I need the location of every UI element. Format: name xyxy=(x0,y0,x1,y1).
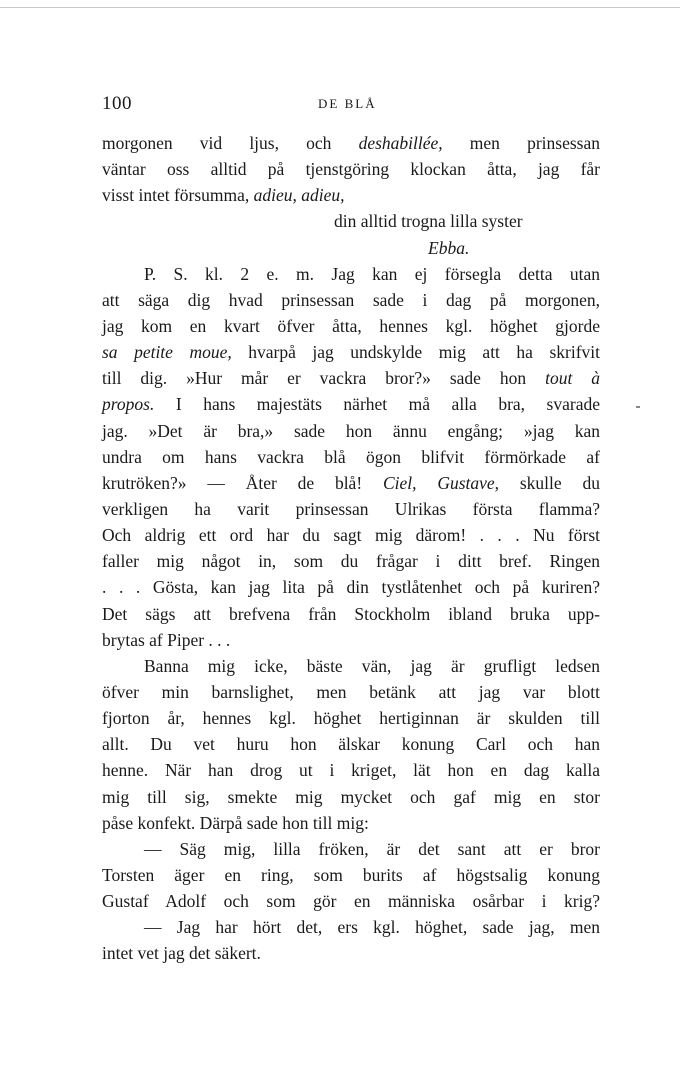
text-line xyxy=(102,653,600,679)
text-run: Banna mig icke, bäste vän, jag är grufligt ledsen xyxy=(144,655,600,676)
text-run: visst intet försumma, xyxy=(102,185,254,206)
text-line xyxy=(102,679,600,705)
text-line xyxy=(102,287,600,313)
text-line xyxy=(102,391,600,417)
running-head: DE BLÅ xyxy=(318,96,377,111)
text-run: jag kom en kvart öfver åtta, hennes kgl. höghet gjorde xyxy=(102,315,600,336)
page-number: 100 xyxy=(102,93,132,114)
text-run: morgonen vid ljus, och xyxy=(102,133,359,153)
text-run: att säga dig hvad prinsessan sade i dag på morgonen, xyxy=(102,289,600,310)
text-line xyxy=(102,365,600,391)
body-text xyxy=(102,130,600,967)
text-line xyxy=(102,522,600,548)
text-run: väntar oss alltid på tjenstgöring klockan åtta, jag får xyxy=(102,159,600,180)
text-line xyxy=(102,156,600,182)
text-line xyxy=(102,182,600,208)
text-run: Det sägs att brefvena från Stockholm ibland bruka upp- xyxy=(102,603,600,624)
text-run: till dig. »Hur mår er vackra bror?» sade hon xyxy=(102,368,546,389)
text-run: hvarpå jag undskylde mig att ha skrifvit xyxy=(231,342,600,363)
text-run: påse konfekt. Därpå sade hon till mig: xyxy=(102,812,369,833)
text-run: jag. »Det är bra,» sade hon ännu engång; »jag kan xyxy=(102,420,600,441)
text-run: Gustaf Adolf och som gör en människa osårbar i krig? xyxy=(102,891,600,912)
text-line xyxy=(102,836,600,862)
text-line xyxy=(102,757,600,783)
text-line xyxy=(102,810,600,836)
text-run: krutröken?» — Åter de blå! xyxy=(102,472,383,493)
margin-mark xyxy=(636,406,640,408)
text-run: allt. Du vet huru hon älskar konung Carl och han xyxy=(102,734,600,755)
text-line xyxy=(102,548,600,574)
text-run: men prinsessan xyxy=(442,133,600,153)
text-run: mig till sig, smekte mig mycket och gaf mig en stor xyxy=(102,786,600,807)
text-line xyxy=(102,731,600,757)
text-line xyxy=(102,496,600,522)
text-line xyxy=(102,261,600,287)
text-line xyxy=(102,601,600,627)
text-run: fjorton år, hennes kgl. höghet hertiginnan är skulden till xyxy=(102,708,600,729)
text-line xyxy=(102,627,600,653)
italic-run: propos. xyxy=(102,394,155,415)
text-line xyxy=(102,574,600,600)
text-run: faller mig något in, som du frågar i ditt bref. Ringen xyxy=(102,551,600,572)
text-run: verkligen ha varit prinsessan Ulrikas första flamma? xyxy=(102,498,600,519)
text-run: Och aldrig ett ord har du sagt mig därom! . . . Nu först xyxy=(102,525,600,546)
text-run: intet vet jag det säkert. xyxy=(102,943,261,964)
text-run: henne. När han drog ut i kriget, lät hon en dag kalla xyxy=(102,760,600,781)
top-rule xyxy=(0,7,680,8)
text-run: skulle du xyxy=(499,472,600,493)
text-line xyxy=(102,444,600,470)
text-line xyxy=(102,862,600,888)
text-run: . . . Gösta, kan jag lita på din tystlåtenhet och på kuriren? xyxy=(102,577,600,598)
text-run: Torsten äger en ring, som burits af högstsalig konung xyxy=(102,864,600,885)
text-run: I hans majestäts närhet må alla bra, svarade xyxy=(154,394,600,415)
text-line xyxy=(102,914,600,940)
text-line xyxy=(102,888,600,914)
text-run: brytas af Piper . . . xyxy=(102,629,231,650)
text-line xyxy=(102,784,600,810)
text-line xyxy=(102,130,600,156)
text-run: — Säg mig, lilla fröken, är det sant att er bror xyxy=(144,838,600,859)
text-line xyxy=(102,313,600,339)
text-line xyxy=(102,418,600,444)
text-line xyxy=(102,208,600,234)
text-run: — Jag har hört det, ers kgl. höghet, sade jag, men xyxy=(144,917,600,938)
italic-run: tout à xyxy=(545,368,600,389)
italic-run: deshabillée, xyxy=(358,133,443,153)
text-run: öfver min barnslighet, men betänk att jag var blott xyxy=(102,681,600,702)
text-line xyxy=(102,470,600,496)
italic-run: sa petite moue, xyxy=(102,342,232,363)
text-line xyxy=(102,235,600,261)
page-header xyxy=(102,93,600,117)
text-run: undra om hans vackra blå ögon blifvit förmörkade af xyxy=(102,446,600,467)
text-line xyxy=(102,940,600,966)
text-run: din alltid trogna lilla syster xyxy=(334,211,523,232)
italic-run: Ciel, Gustave, xyxy=(382,472,500,493)
italic-run: Ebba. xyxy=(428,237,470,258)
italic-run: adieu, adieu, xyxy=(253,185,345,206)
text-line xyxy=(102,705,600,731)
text-run: P. S. kl. 2 e. m. Jag kan ej försegla detta utan xyxy=(144,263,600,284)
text-line xyxy=(102,339,600,365)
